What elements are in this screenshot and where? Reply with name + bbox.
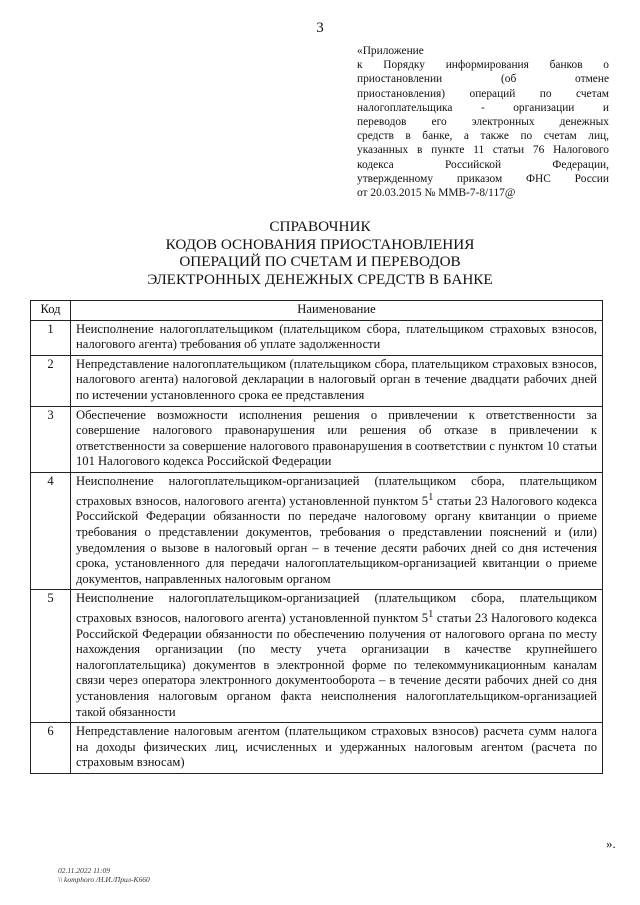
appendix-line: переводов его электронных денежных [357,116,609,129]
footer-file-path: \\ komphoro /Н.И./Прил-К660 [58,875,150,884]
description-text: статьи 23 Налогового кодекса Российской Федерации обязанности по передаче налоговому органу квитанции о приеме требования о представлении документов, требования о представлении пояснений и (или) уведомления о вызове в налоговый орган – в течение десяти рабочих дней со дня истечения срока, установленного для передачи налогоплательщиком-организацией квитанции о приеме документов, направленных налоговым органом [76,493,597,586]
appendix-line: от 20.03.2015 № ММВ-7-8/117@ [357,187,516,200]
title-line: СПРАВОЧНИК [269,218,371,235]
title-line: ЭЛЕКТРОННЫХ ДЕНЕЖНЫХ СРЕДСТВ В БАНКЕ [147,270,493,288]
superscript-mark: 1 [428,491,434,503]
appendix-line: кодекса Российской Федерации, [357,158,609,171]
document-footer [58,866,150,884]
appendix-line: утвержденному приказом ФНС России [357,172,609,185]
row-description: Неисполнение налогоплательщиком (плательщиком сбора, плательщиком страховых взносов, налогового агента) требования об уплате задолженности [71,320,603,355]
appendix-line: приостановлении (об отмене [357,73,609,86]
appendix-line: указанных в пункте 11 статьи 76 Налогового [357,144,609,157]
table-row [31,472,603,589]
appendix-line: средств в банке, а также по счетам лиц, [357,130,609,143]
row-description: Непредставление налогоплательщиком (плательщиком сбора, плательщиком страховых взносов, налогового агента) налоговой декларации в налоговый орган в течение двадцати рабочих дней по истечении установленного срока ее представления [71,355,603,406]
row-code: 6 [31,723,71,774]
row-code: 4 [31,472,71,589]
page-number: 3 [316,20,324,36]
row-description: Непредставление налоговым агентом (плательщиком страховых взносов) расчета сумм налога на доходы физических лиц, исчисленных и удержанных налоговым агентом (расчета по страховым взносам) [71,723,603,774]
row-description [71,472,603,589]
appendix-line: «Приложение [357,45,424,57]
table-row [31,590,603,723]
row-description [71,590,603,723]
row-code: 1 [31,320,71,355]
table-row [31,406,603,472]
appendix-line: налогоплательщика - организации и [357,101,609,114]
table-header-row [31,301,603,321]
row-code: 5 [31,590,71,723]
column-header-code: Код [31,301,71,321]
codes-table [30,300,603,774]
row-code: 2 [31,355,71,406]
closing-quote: ». [606,836,616,851]
description-text: Неисполнение налогоплательщиком-организацией (плательщиком сбора, плательщиком страховых взносов, налогового агента) установленной пунктом 5 [76,473,597,508]
table-row [31,320,603,355]
superscript-mark: 1 [428,608,434,620]
title-line: ОПЕРАЦИЙ ПО СЧЕТАМ И ПЕРЕВОДОВ [179,253,461,271]
table-row [31,723,603,774]
footer-timestamp: 02.11.2022 11:09 [58,866,111,875]
appendix-reference [357,44,609,200]
column-header-name: Наименование [71,301,603,321]
appendix-line: приостановления) операций по счетам [357,87,609,100]
table-row [31,355,603,406]
title-line: КОДОВ ОСНОВАНИЯ ПРИОСТАНОВЛЕНИЯ [165,235,475,253]
document-title [0,218,640,288]
description-text: статьи 23 Налогового кодекса Российской Федерации обязанности по обеспечению получения от налогового органа по месту нахождения организации (по месту учета организации в качестве крупнейшего налогоплательщика) документов в электронной форме по телекоммуникационным каналам связи через оператора электронного документооборота – в течение десяти рабочих дней со дня установления налоговым органом факта неисполнения налогоплательщиком-организацией такой обязанности [76,611,597,719]
appendix-line: к Порядку информирования банков о [357,59,609,72]
row-description: Обеспечение возможности исполнения решения о привлечении к ответственности за совершение налогового правонарушения или решения об отказе в привлечении к ответственности за совершение налогового правонарушения в соответствии с пунктом 10 статьи 101 Налогового кодекса Российской Федерации [71,406,603,472]
description-text: Неисполнение налогоплательщиком-организацией (плательщиком сбора, плательщиком страховых взносов, налогового агента) установленной пунктом 5 [76,591,597,626]
row-code: 3 [31,406,71,472]
